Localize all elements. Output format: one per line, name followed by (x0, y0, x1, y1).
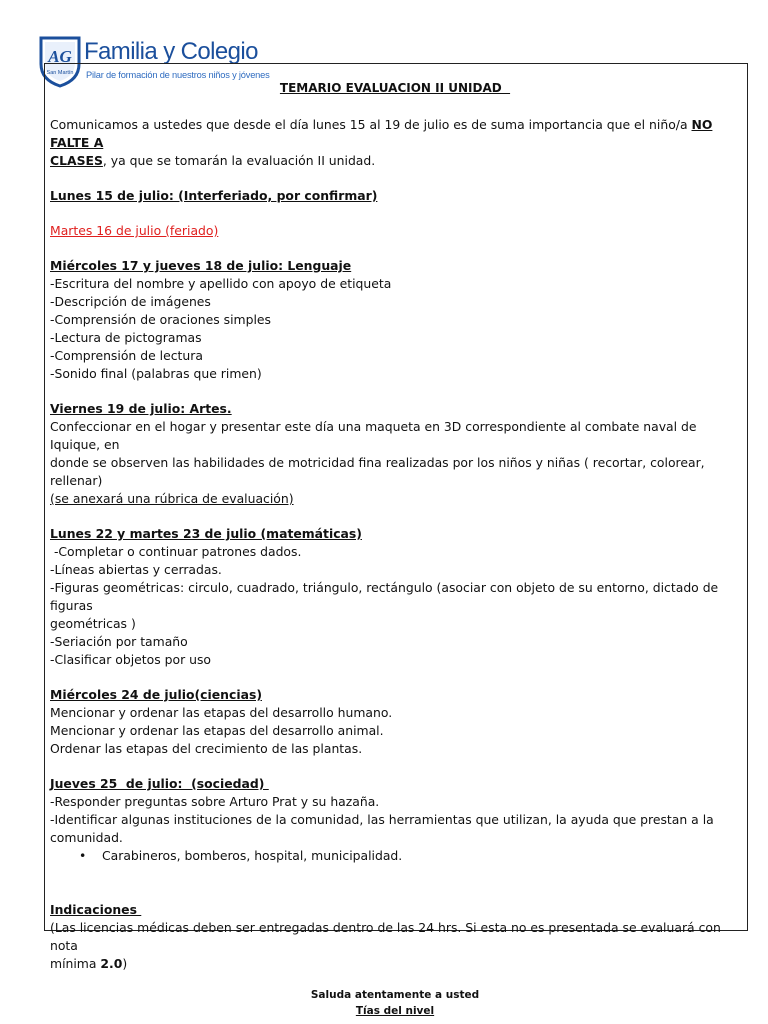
list-item: -Comprensión de oraciones simples (50, 312, 271, 327)
lenguaje-heading: Miércoles 17 y jueves 18 de julio: Lenguaje (50, 258, 352, 273)
list-item: geométricas ) (50, 616, 136, 631)
list-item: -Líneas abiertas y cerradas. (50, 562, 222, 577)
logo-title: Familia y Colegio (84, 38, 258, 65)
list-item: -Comprensión de lectura (50, 348, 203, 363)
list-item: -Clasificar objetos por uso (50, 652, 212, 667)
artes-rubric-note: (se anexará una rúbrica de evaluación) (50, 491, 294, 506)
list-item: -Descripción de imágenes (50, 294, 211, 309)
tuesday-16-holiday: Martes 16 de julio (feriado) (50, 223, 219, 238)
logo-initials: AG (48, 47, 72, 66)
closing-greeting: Saluda atentamente a usted (310, 989, 480, 1001)
list-item: comunidad. (50, 830, 123, 845)
indicaciones-heading: Indicaciones (50, 902, 142, 917)
list-item: -Escritura del nombre y apellido con apoyo de etiqueta (50, 276, 392, 291)
monday-15-heading: Lunes 15 de julio: (Interferiado, por confirmar) (50, 188, 378, 203)
ciencias-heading: Miércoles 24 de julio(ciencias) (50, 687, 262, 702)
closing-signature: Tías del nivel (355, 1005, 435, 1017)
minimum-grade: 2.0 (100, 956, 123, 971)
indicaciones-text-line-2: mínima 2.0) (50, 956, 128, 971)
list-item: Mencionar y ordenar las etapas del desarrollo humano. (50, 705, 393, 720)
artes-text-line-1: Confeccionar en el hogar y presentar este día una maqueta en 3D correspondiente al combate naval de Iquique, en (50, 419, 697, 452)
sociedad-bullet-list (50, 847, 740, 865)
list-item: -Completar o continuar patrones dados. (50, 544, 302, 559)
list-item: -Responder preguntas sobre Arturo Prat y su hazaña. (50, 794, 380, 809)
intro-text-2: , ya que se tomarán la evaluación II unidad. (102, 153, 376, 168)
indicaciones-text-line-1: (Las licencias médicas deben ser entregadas dentro de las 24 hrs. Si esta no es presentada se evaluará con nota (50, 920, 721, 953)
intro-emphasis-1: NO FALTE A (50, 117, 713, 150)
list-item: -Seriación por tamaño (50, 634, 188, 649)
intro-emphasis-2: CLASES (50, 153, 103, 168)
list-item: -Figuras geométricas: circulo, cuadrado, triángulo, rectángulo (asociar con objeto de su entorno, dictado de figuras (50, 580, 719, 613)
document-title: TEMARIO EVALUACION II UNIDAD (279, 81, 511, 95)
intro-paragraph (50, 116, 740, 170)
artes-heading: Viernes 19 de julio: Artes. (50, 401, 232, 416)
list-item: -Identificar algunas instituciones de la comunidad, las herramientas que utilizan, la ayuda que prestan a la (50, 812, 714, 827)
list-item: -Sonido final (palabras que rimen) (50, 366, 262, 381)
logo-tagline: Pilar de formación de nuestros niños y jóvenes (86, 70, 270, 80)
intro-text-1: Comunicamos a ustedes que desde el día lunes 15 al 19 de julio es de suma importancia que el niño/a (50, 117, 692, 132)
document-body (50, 80, 740, 1019)
matematicas-heading: Lunes 22 y martes 23 de julio (matemáticas) (50, 526, 362, 541)
sociedad-heading: Jueves 25 de julio: (sociedad) (50, 776, 269, 791)
logo-small-text: San Martín (46, 70, 74, 76)
list-item: Mencionar y ordenar las etapas del desarrollo animal. (50, 723, 384, 738)
bullet-item: • Carabineros, bomberos, hospital, municipalidad. (102, 847, 740, 865)
list-item: Ordenar las etapas del crecimiento de las plantas. (50, 741, 363, 756)
artes-text-line-2: donde se observen las habilidades de motricidad fina realizadas por los niños y niñas ( recortar, colorear, rellenar) (50, 455, 705, 488)
list-item: -Lectura de pictogramas (50, 330, 202, 345)
